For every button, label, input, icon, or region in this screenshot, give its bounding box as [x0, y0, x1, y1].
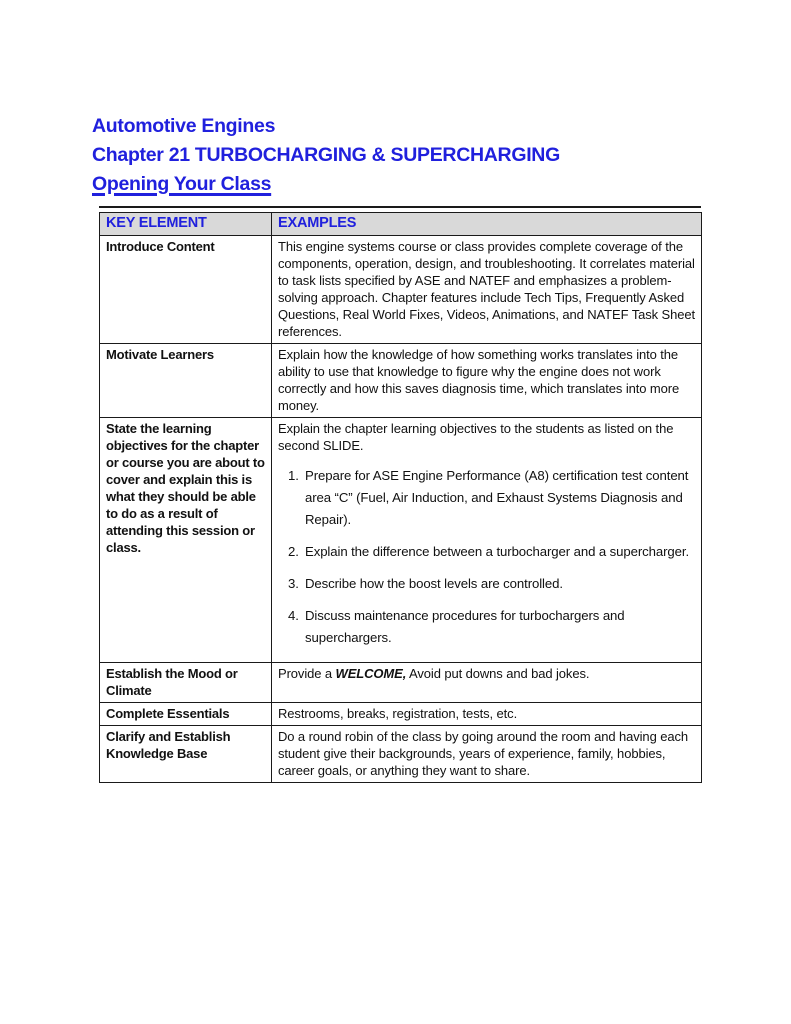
objective-item — [278, 605, 695, 649]
table-row-complete-essentials — [100, 703, 702, 726]
example-cell: Do a round robin of the class by going around the room and having each student give their backgrounds, years of experience, family, hobbies, career goals, or anything they want to share. — [272, 726, 702, 783]
objective-text: Prepare for ASE Engine Performance (A8) certification test content area “C” (Fuel, Air Induction, and Exhaust Systems Diagnosis and Repair). — [305, 468, 689, 527]
table-row-introduce-content — [100, 236, 702, 344]
table-top-rule — [99, 206, 701, 208]
example-text-prefix: Provide a — [278, 666, 336, 681]
example-cell — [272, 663, 702, 703]
objectives-list — [278, 465, 695, 649]
document-heading-block — [0, 0, 791, 199]
objectives-intro: Explain the chapter learning objectives to the students as listed on the second SLIDE. — [278, 421, 674, 453]
objective-item — [278, 573, 695, 595]
objective-text: Describe how the boost levels are controlled. — [305, 576, 563, 591]
table-row-motivate-learners — [100, 344, 702, 418]
objective-number: 2. — [288, 544, 299, 559]
objective-text: Explain the difference between a turbocharger and a supercharger. — [305, 544, 690, 559]
doc-title: Automotive Engines — [92, 115, 276, 137]
objective-number: 4. — [288, 608, 299, 623]
example-text-suffix: Avoid put downs and bad jokes. — [406, 666, 590, 681]
key-cell: Clarify and Establish Knowledge Base — [100, 726, 272, 783]
key-cell: State the learning objectives for the chapter or course you are about to cover and explain this is what they should be able to do as a result of attending this session or class. — [100, 418, 272, 663]
example-cell: Explain how the knowledge of how something works translates into the ability to use that knowledge to figure why the engine does not work correctly and how this saves diagnosis time, which translates into more money. — [272, 344, 702, 418]
key-cell: Introduce Content — [100, 236, 272, 344]
key-cell: Motivate Learners — [100, 344, 272, 418]
example-cell: This engine systems course or class provides complete coverage of the components, operation, design, and troubleshooting. It correlates material to task lists specified by ASE and NATEF and emphasizes a problem-solving approach. Chapter features include Tech Tips, Frequently Asked Questions, Real World Fixes, Videos, Animations, and NATEF Task Sheet references. — [272, 236, 702, 344]
objective-item — [278, 541, 695, 563]
table-row-establish-mood — [100, 663, 702, 703]
key-cell: Establish the Mood or Climate — [100, 663, 272, 703]
table-header-row — [100, 213, 702, 236]
objective-item — [278, 465, 695, 531]
doc-chapter-title: Chapter 21 TURBOCHARGING & SUPERCHARGING — [92, 144, 560, 166]
key-cell: Complete Essentials — [100, 703, 272, 726]
example-cell — [272, 418, 702, 663]
example-cell: Restrooms, breaks, registration, tests, etc. — [272, 703, 702, 726]
key-element-table — [99, 212, 702, 783]
objective-number: 3. — [288, 576, 299, 591]
example-text-emphasis: WELCOME, — [335, 666, 407, 681]
column-header-examples: EXAMPLES — [272, 213, 702, 236]
table-row-learning-objectives — [100, 418, 702, 663]
column-header-key-element: KEY ELEMENT — [100, 213, 272, 236]
objective-number: 1. — [288, 468, 299, 483]
doc-section-title: Opening Your Class — [92, 173, 272, 195]
table-row-clarify-knowledge-base — [100, 726, 702, 783]
objective-text: Discuss maintenance procedures for turbochargers and superchargers. — [305, 608, 625, 645]
